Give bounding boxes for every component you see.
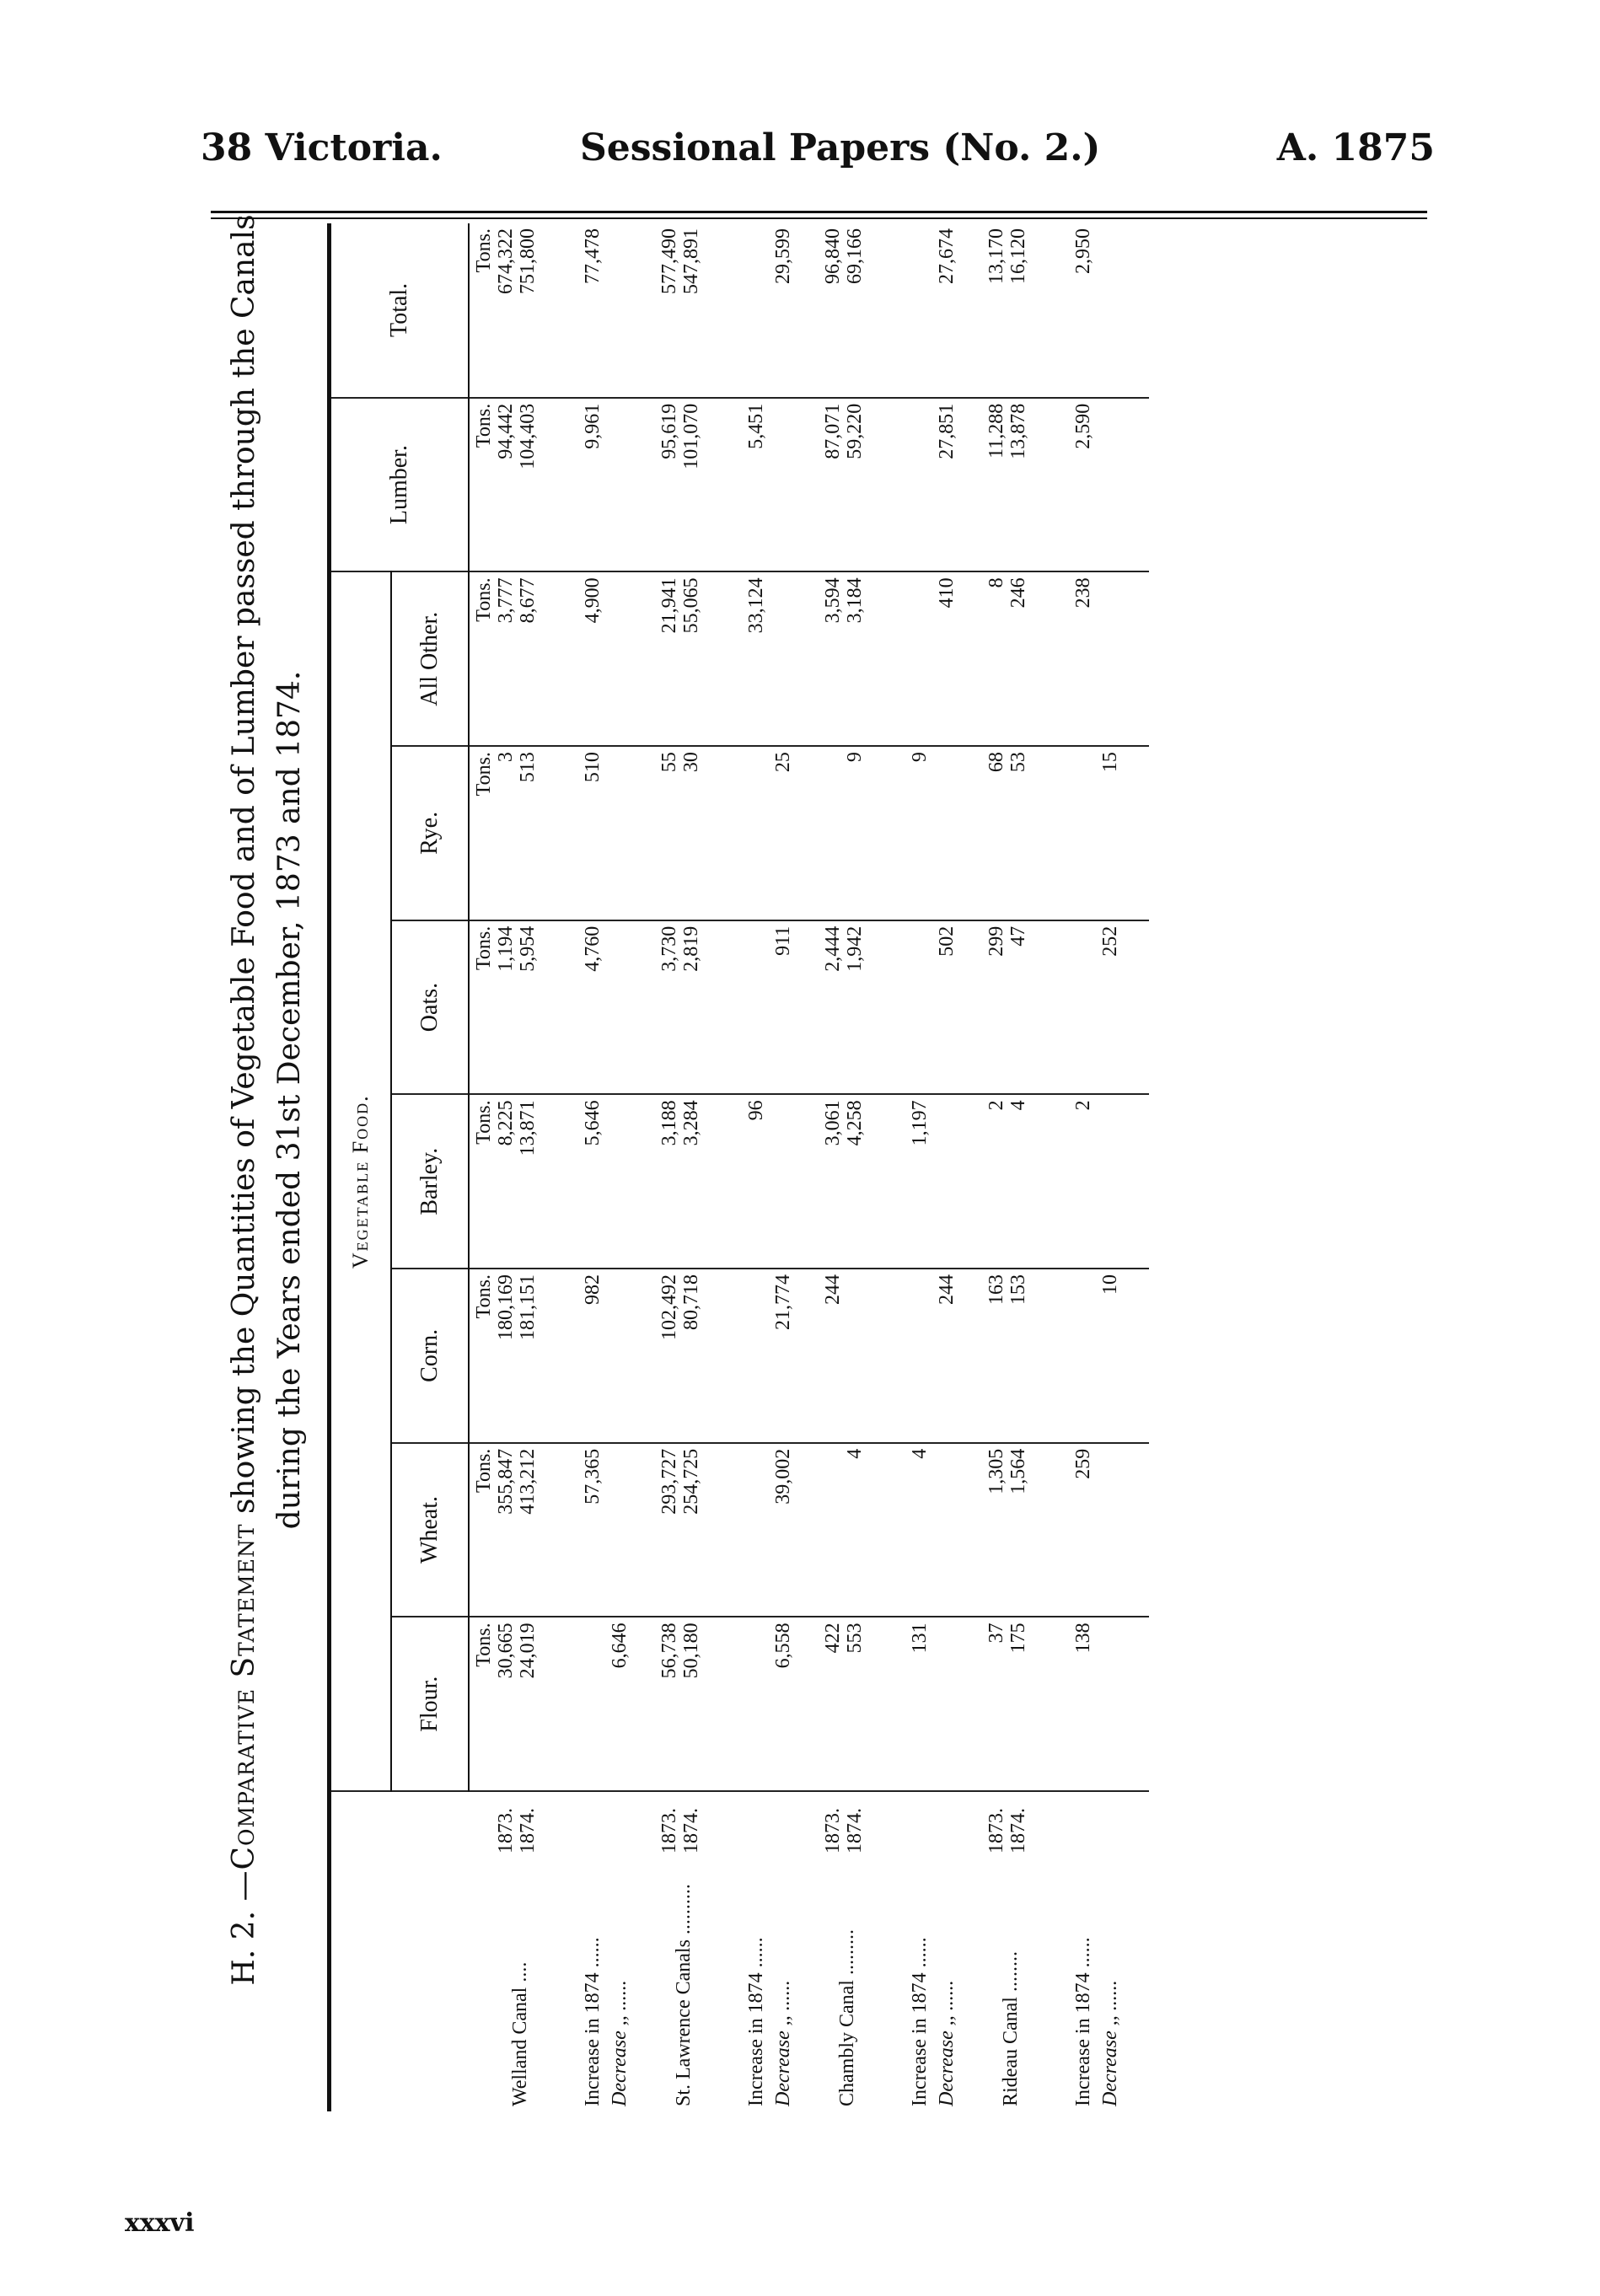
spacer <box>872 1443 906 1617</box>
decrease-rye: 15 <box>1097 746 1149 920</box>
increase-barley: 1,197 <box>906 1094 933 1269</box>
spacer <box>872 746 906 920</box>
year-1873: 1873. <box>822 1808 844 1853</box>
spacer <box>709 920 743 1095</box>
value-1873-barley: 3,061 <box>822 1094 844 1269</box>
value-1873-barley: 8,225 <box>495 1094 517 1269</box>
decrease-all-other <box>770 571 822 746</box>
vegetable-food-header: Vegetable Food. <box>330 571 392 1791</box>
value-1874-corn <box>844 1269 872 1443</box>
decrease-row <box>770 223 822 2111</box>
spacer-row <box>872 223 906 2111</box>
value-1873-wheat: 355,847 <box>495 1443 517 1617</box>
decrease-row <box>606 223 658 2111</box>
value-1874-rye: 9 <box>844 746 872 920</box>
increase-wheat: 259 <box>1070 1443 1097 1617</box>
spacer <box>545 1617 579 1791</box>
header-year: A. 1875 <box>1276 126 1435 169</box>
canal-body <box>469 223 1149 2111</box>
value-1873-barley: 2 <box>985 1094 1007 1269</box>
value-1873-flour: 422 <box>822 1617 844 1791</box>
value-1874-all-other: 246 <box>1007 571 1036 746</box>
value-1874-lumber: 101,070 <box>680 398 709 572</box>
spacer <box>545 746 579 920</box>
increase-lumber: 5,451 <box>743 398 770 572</box>
col-header-flour: Flour. <box>391 1617 469 1791</box>
spacer-row <box>1036 223 1070 2111</box>
decrease-wheat <box>606 1443 658 1617</box>
spacer <box>709 398 743 572</box>
unit-lumber: Tons. <box>469 398 495 572</box>
spacer <box>1036 1859 1070 2111</box>
year-1873: 1873. <box>495 1808 517 1853</box>
spacer <box>872 1859 906 2111</box>
spacer <box>545 1859 579 2111</box>
increase-total <box>743 223 770 398</box>
increase-all-other <box>906 571 933 746</box>
increase-row <box>743 223 770 2111</box>
value-1873-all-other: 3,777 <box>495 571 517 746</box>
col-header-all-other: All Other. <box>391 571 469 746</box>
decrease-total: 27,674 <box>933 223 985 398</box>
col-header-total: Total. <box>330 223 470 398</box>
increase-row <box>1070 223 1097 2111</box>
value-1873-barley: 3,188 <box>658 1094 680 1269</box>
increase-total <box>906 223 933 398</box>
increase-corn <box>743 1269 770 1443</box>
value-1873-corn: 244 <box>822 1269 844 1443</box>
spacer <box>709 1269 743 1443</box>
title-line2: during the Years ended 31st December, 1873 and 1874. <box>272 670 307 1530</box>
decrease-row <box>1097 223 1149 2111</box>
spacer <box>545 1791 579 1859</box>
col-header-oats: Oats. <box>391 920 469 1095</box>
value-1874-wheat: 4 <box>844 1443 872 1617</box>
decrease-lumber <box>606 398 658 572</box>
decrease-total: 29,599 <box>770 223 822 398</box>
unit-wheat: Tons. <box>469 1443 495 1617</box>
spacer <box>709 1859 743 2111</box>
spacer <box>1036 920 1070 1095</box>
increase-wheat: 4 <box>906 1443 933 1617</box>
col-header-lumber: Lumber. <box>330 398 470 572</box>
value-1874-lumber: 104,403 <box>517 398 545 572</box>
increase-oats <box>743 920 770 1095</box>
increase-lumber: 9,961 <box>579 398 606 572</box>
value-1873-rye: 3 <box>495 746 517 920</box>
unit-corn: Tons. <box>469 1269 495 1443</box>
unit-oats: Tons. <box>469 920 495 1095</box>
units-row <box>469 223 495 2111</box>
spacer <box>872 1617 906 1791</box>
decrease-barley <box>606 1094 658 1269</box>
stub-header <box>330 1791 470 2111</box>
spacer <box>1036 223 1070 398</box>
value-1874-oats: 1,942 <box>844 920 872 1095</box>
increase-barley: 2 <box>1070 1094 1097 1269</box>
value-1874-total: 547,891 <box>680 223 709 398</box>
increase-label: Increase in 1874 ...... <box>745 1937 767 2106</box>
value-1873-flour: 30,665 <box>495 1617 517 1791</box>
unit-barley: Tons. <box>469 1094 495 1269</box>
value-1873-flour: 37 <box>985 1617 1007 1791</box>
col-header-wheat: Wheat. <box>391 1443 469 1617</box>
spacer <box>545 398 579 572</box>
value-1874-rye: 30 <box>680 746 709 920</box>
value-1874-wheat: 413,212 <box>517 1443 545 1617</box>
value-1874-barley: 4 <box>1007 1094 1036 1269</box>
spacer-row <box>545 223 579 2111</box>
spacer <box>545 571 579 746</box>
spacer <box>872 398 906 572</box>
increase-all-other: 4,900 <box>579 571 606 746</box>
value-1873-oats: 3,730 <box>658 920 680 1095</box>
decrease-total <box>1097 223 1149 398</box>
spacer <box>545 920 579 1095</box>
decrease-label: Decrease ,, ...... <box>609 1980 631 2106</box>
increase-flour: 131 <box>906 1617 933 1791</box>
spacer <box>709 1094 743 1269</box>
increase-total: 77,478 <box>579 223 606 398</box>
value-1874-oats: 5,954 <box>517 920 545 1095</box>
value-1873-lumber: 94,442 <box>495 398 517 572</box>
table-title <box>222 131 313 2069</box>
col-header-barley: Barley. <box>391 1094 469 1269</box>
page-folio: xxxvi <box>125 2208 195 2238</box>
value-1873-corn: 180,169 <box>495 1269 517 1443</box>
canal-row-1873 <box>985 223 1007 2111</box>
value-1873-all-other: 8 <box>985 571 1007 746</box>
group-header-row <box>330 223 392 2111</box>
value-1873-total: 96,840 <box>822 223 844 398</box>
unit-rye: Tons. <box>469 746 495 920</box>
increase-wheat <box>743 1443 770 1617</box>
decrease-wheat: 39,002 <box>770 1443 822 1617</box>
year-1874: 1874. <box>844 1808 866 1853</box>
value-1873-corn: 102,492 <box>658 1269 680 1443</box>
decrease-barley <box>933 1094 985 1269</box>
spacer <box>1036 1443 1070 1617</box>
decrease-flour <box>933 1617 985 1791</box>
value-1874-lumber: 13,878 <box>1007 398 1036 572</box>
spacer <box>545 1443 579 1617</box>
canal-row-1874 <box>680 223 709 2111</box>
decrease-oats <box>606 920 658 1095</box>
increase-lumber: 2,590 <box>1070 398 1097 572</box>
increase-rye <box>1070 746 1097 920</box>
spacer <box>709 1617 743 1791</box>
increase-flour <box>743 1617 770 1791</box>
canal-row-1873 <box>822 223 844 2111</box>
spacer <box>872 1791 906 1859</box>
spacer <box>1036 571 1070 746</box>
spacer <box>872 1269 906 1443</box>
increase-corn <box>906 1269 933 1443</box>
decrease-rye: 25 <box>770 746 822 920</box>
title-lead: —Comparative Statement <box>227 1523 261 1902</box>
increase-oats <box>1070 920 1097 1095</box>
decrease-row <box>933 223 985 2111</box>
canal-name: St. Lawrence Canals .......... <box>673 1884 695 2106</box>
value-1874-corn: 181,151 <box>517 1269 545 1443</box>
value-1874-total: 16,120 <box>1007 223 1036 398</box>
value-1874-wheat: 1,564 <box>1007 1443 1036 1617</box>
year-1873: 1873. <box>658 1808 680 1853</box>
spacer <box>709 223 743 398</box>
decrease-oats: 502 <box>933 920 985 1095</box>
value-1874-flour: 50,180 <box>680 1617 709 1791</box>
decrease-all-other: 410 <box>933 571 985 746</box>
value-1874-oats: 2,819 <box>680 920 709 1095</box>
increase-wheat: 57,365 <box>579 1443 606 1617</box>
increase-rye: 510 <box>579 746 606 920</box>
decrease-oats: 252 <box>1097 920 1149 1095</box>
decrease-flour: 6,558 <box>770 1617 822 1791</box>
spacer <box>709 746 743 920</box>
increase-oats <box>906 920 933 1095</box>
value-1873-lumber: 95,619 <box>658 398 680 572</box>
canal-row-1873 <box>495 223 517 2111</box>
title-line1: showing the Quantities of Vegetable Food and of Lumber passed through the Canals <box>227 214 261 1515</box>
value-1873-wheat: 1,305 <box>985 1443 1007 1617</box>
decrease-lumber <box>770 398 822 572</box>
col-header-corn: Corn. <box>391 1269 469 1443</box>
canal-table <box>327 223 1149 2111</box>
decrease-rye <box>933 746 985 920</box>
decrease-lumber: 27,851 <box>933 398 985 572</box>
spacer <box>709 1791 743 1859</box>
canal-name: Chambly Canal ......... <box>836 1929 858 2106</box>
header-sessional-papers: Sessional Papers (No. 2.) <box>580 126 1101 169</box>
value-1874-flour: 24,019 <box>517 1617 545 1791</box>
value-1874-corn: 153 <box>1007 1269 1036 1443</box>
value-1874-oats: 47 <box>1007 920 1036 1095</box>
decrease-all-other <box>606 571 658 746</box>
units-stub <box>469 1859 495 2111</box>
decrease-label: Decrease ,, ...... <box>772 1980 794 2106</box>
value-1874-barley: 3,284 <box>680 1094 709 1269</box>
value-1874-barley: 13,871 <box>517 1094 545 1269</box>
value-1874-total: 69,166 <box>844 223 872 398</box>
value-1873-flour: 56,738 <box>658 1617 680 1791</box>
col-header-rye: Rye. <box>391 746 469 920</box>
value-1873-all-other: 21,941 <box>658 571 680 746</box>
decrease-corn <box>606 1269 658 1443</box>
decrease-label: Decrease ,, ...... <box>936 1980 958 2106</box>
unit-flour: Tons. <box>469 1617 495 1791</box>
decrease-corn: 10 <box>1097 1269 1149 1443</box>
value-1873-rye: 55 <box>658 746 680 920</box>
spacer <box>1036 398 1070 572</box>
increase-row <box>906 223 933 2111</box>
decrease-corn: 244 <box>933 1269 985 1443</box>
value-1874-corn: 80,718 <box>680 1269 709 1443</box>
value-1873-lumber: 11,288 <box>985 398 1007 572</box>
increase-corn <box>1070 1269 1097 1443</box>
increase-label: Increase in 1874 ...... <box>582 1937 604 2106</box>
year-1874: 1874. <box>517 1808 539 1853</box>
decrease-wheat <box>933 1443 985 1617</box>
canal-row-1874 <box>517 223 545 2111</box>
increase-flour <box>579 1617 606 1791</box>
increase-rye <box>743 746 770 920</box>
increase-rye: 9 <box>906 746 933 920</box>
year-1874: 1874. <box>1007 1808 1029 1853</box>
spacer <box>1036 1617 1070 1791</box>
value-1874-rye: 513 <box>517 746 545 920</box>
canal-row-1874 <box>844 223 872 2111</box>
decrease-lumber <box>1097 398 1149 572</box>
increase-corn: 982 <box>579 1269 606 1443</box>
increase-total: 2,950 <box>1070 223 1097 398</box>
canal-name: Welland Canal .... <box>509 1961 531 2106</box>
value-1874-flour: 553 <box>844 1617 872 1791</box>
margin-code: H. 2. <box>227 1910 261 1986</box>
spacer <box>1036 746 1070 920</box>
decrease-wheat <box>1097 1443 1149 1617</box>
increase-oats: 4,760 <box>579 920 606 1095</box>
spacer <box>545 1269 579 1443</box>
decrease-barley <box>770 1094 822 1269</box>
value-1874-wheat: 254,725 <box>680 1443 709 1617</box>
value-1874-total: 751,800 <box>517 223 545 398</box>
value-1873-total: 577,490 <box>658 223 680 398</box>
increase-row <box>579 223 606 2111</box>
rotated-table-block <box>209 105 1482 2111</box>
canal-row-1873 <box>658 223 680 2111</box>
year-1874: 1874. <box>680 1808 702 1853</box>
canal-name: Rideau Canal ........ <box>1000 1951 1022 2106</box>
value-1874-flour: 175 <box>1007 1617 1036 1791</box>
decrease-corn: 21,774 <box>770 1269 822 1443</box>
decrease-label: Decrease ,, ...... <box>1099 1980 1121 2106</box>
spacer <box>872 571 906 746</box>
decrease-total <box>606 223 658 398</box>
value-1873-corn: 163 <box>985 1269 1007 1443</box>
increase-label: Increase in 1874 ...... <box>909 1937 931 2106</box>
spacer <box>545 223 579 398</box>
value-1873-total: 674,322 <box>495 223 517 398</box>
unit-total: Tons. <box>469 223 495 398</box>
value-1873-rye: 68 <box>985 746 1007 920</box>
value-1874-lumber: 59,220 <box>844 398 872 572</box>
value-1874-rye: 53 <box>1007 746 1036 920</box>
increase-barley: 96 <box>743 1094 770 1269</box>
value-1874-barley: 4,258 <box>844 1094 872 1269</box>
spacer <box>709 1443 743 1617</box>
units-stub-year <box>469 1791 495 1859</box>
spacer <box>872 1094 906 1269</box>
value-1874-all-other: 55,065 <box>680 571 709 746</box>
spacer-row <box>709 223 743 2111</box>
decrease-flour <box>1097 1617 1149 1791</box>
spacer <box>709 571 743 746</box>
spacer <box>1036 1094 1070 1269</box>
spacer <box>872 223 906 398</box>
spacer <box>1036 1269 1070 1443</box>
increase-barley: 5,646 <box>579 1094 606 1269</box>
unit-all-other: Tons. <box>469 571 495 746</box>
value-1874-all-other: 3,184 <box>844 571 872 746</box>
increase-lumber <box>906 398 933 572</box>
decrease-all-other <box>1097 571 1149 746</box>
decrease-oats: 911 <box>770 920 822 1095</box>
value-1873-lumber: 87,071 <box>822 398 844 572</box>
value-1873-oats: 1,194 <box>495 920 517 1095</box>
increase-label: Increase in 1874 ...... <box>1072 1937 1094 2106</box>
value-1873-oats: 299 <box>985 920 1007 1095</box>
increase-flour: 138 <box>1070 1617 1097 1791</box>
value-1873-all-other: 3,594 <box>822 571 844 746</box>
spacer <box>1036 1791 1070 1859</box>
value-1873-wheat <box>822 1443 844 1617</box>
header-session: 38 Victoria. <box>201 126 443 169</box>
increase-all-other: 33,124 <box>743 571 770 746</box>
increase-all-other: 238 <box>1070 571 1097 746</box>
spacer <box>872 920 906 1095</box>
decrease-barley <box>1097 1094 1149 1269</box>
value-1873-rye <box>822 746 844 920</box>
value-1874-all-other: 8,677 <box>517 571 545 746</box>
decrease-rye <box>606 746 658 920</box>
value-1873-total: 13,170 <box>985 223 1007 398</box>
canal-row-1874 <box>1007 223 1036 2111</box>
decrease-flour: 6,646 <box>606 1617 658 1791</box>
value-1873-oats: 2,444 <box>822 920 844 1095</box>
value-1873-wheat: 293,727 <box>658 1443 680 1617</box>
year-1873: 1873. <box>985 1808 1007 1853</box>
spacer <box>545 1094 579 1269</box>
